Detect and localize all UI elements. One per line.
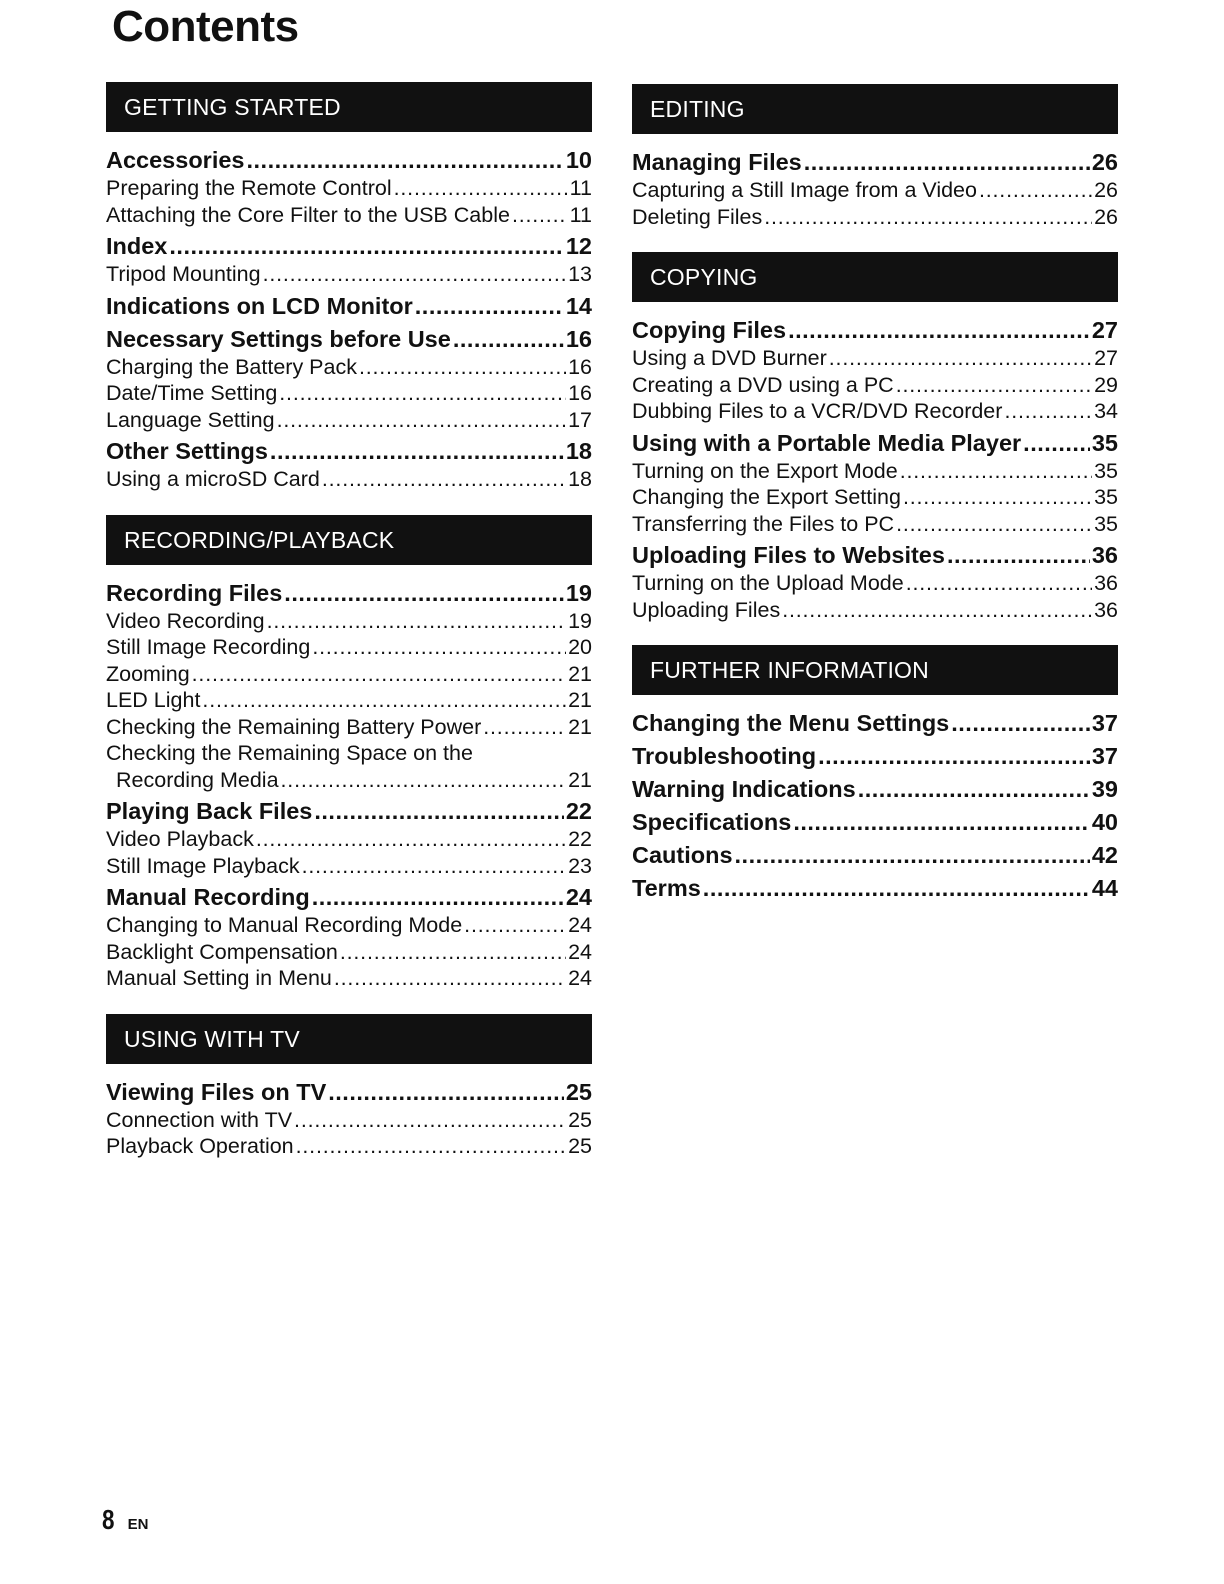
toc-entry-label: Changing the Export Setting — [632, 485, 901, 509]
toc-heading-playing-back-files[interactable] — [106, 797, 592, 826]
toc-page-number: 23 — [568, 853, 592, 878]
dot-leader — [294, 1107, 566, 1134]
dot-leader — [900, 458, 1092, 485]
toc-entry-video-recording[interactable] — [106, 608, 592, 635]
toc-entry-turning-on-the-export-mode[interactable] — [632, 458, 1118, 485]
toc-heading-using-with-a-portable-media-player[interactable] — [632, 429, 1118, 458]
dot-leader — [464, 912, 566, 939]
toc-entry-connection-with-tv[interactable] — [106, 1107, 592, 1134]
dot-leader — [906, 570, 1092, 597]
dot-leader — [296, 1133, 566, 1160]
toc-entry-label: Viewing Files on TV — [106, 1078, 327, 1105]
toc-heading-indications-on-lcd-monitor[interactable] — [106, 292, 592, 321]
toc-entry-label: Manual Setting in Menu — [106, 966, 332, 990]
toc-page-number: 12 — [565, 233, 592, 259]
toc-entry-label: Changing the Menu Settings — [632, 710, 950, 736]
toc-page-number: 18 — [568, 467, 592, 491]
dot-leader — [328, 1078, 564, 1107]
toc-entry-deleting-files[interactable] — [632, 204, 1118, 231]
toc-entry-label: Connection with TV — [106, 1107, 293, 1132]
toc-heading-other-settings[interactable] — [106, 437, 592, 466]
page-title: Contents — [112, 2, 299, 51]
toc-page-number: 27 — [1094, 346, 1118, 370]
dot-leader — [735, 841, 1090, 870]
right-column — [632, 84, 1118, 925]
toc-page-number: 35 — [1094, 511, 1118, 536]
left-column — [106, 82, 592, 1182]
toc-heading-accessories[interactable] — [106, 146, 592, 175]
dot-leader — [202, 687, 566, 714]
toc-entry-label: Recording Media — [116, 767, 279, 792]
dot-leader — [804, 148, 1090, 177]
section-recording-playback — [106, 515, 592, 992]
dot-leader — [267, 608, 567, 635]
dot-leader — [281, 767, 567, 794]
toc-entry-label: Manual Recording — [106, 884, 310, 910]
toc-page-number: 17 — [568, 407, 592, 432]
toc-entry-label: Indications on LCD Monitor — [106, 292, 413, 319]
toc-page-number: 24 — [568, 966, 592, 990]
toc-entry-led-light[interactable] — [106, 687, 592, 714]
toc-entry-label: Attaching the Core Filter to the USB Cable — [106, 202, 510, 227]
toc-entry-label: Still Image Recording — [106, 635, 311, 659]
toc-page-number: 29 — [1094, 372, 1118, 397]
toc-page-number: 36 — [1091, 542, 1118, 568]
toc-entry-capturing-a-still-image-from-a-video[interactable] — [632, 177, 1118, 204]
toc-page-number: 34 — [1094, 399, 1118, 423]
toc-entry-uploading-files[interactable] — [632, 597, 1118, 624]
dot-leader — [951, 709, 1090, 738]
toc-page-number: 22 — [568, 827, 592, 851]
toc-entry-checking-the-remaining-space-on-the[interactable]: Checking the Remaining Space on the — [106, 741, 473, 765]
toc-heading-warning-indications[interactable] — [632, 775, 1118, 804]
toc-entry-label: Video Playback — [106, 827, 254, 851]
toc-heading-index[interactable] — [106, 232, 592, 261]
toc-entry-still-image-recording[interactable] — [106, 634, 592, 661]
dot-leader — [263, 261, 567, 288]
toc-page-number: 13 — [568, 262, 592, 286]
dot-leader — [818, 742, 1090, 771]
toc-entry-zooming[interactable] — [106, 661, 592, 688]
section-header: RECORDING/PLAYBACK — [106, 515, 592, 565]
toc-page-number: 36 — [1094, 571, 1118, 595]
toc-page-number: 26 — [1094, 204, 1118, 229]
toc-heading-managing-files[interactable] — [632, 148, 1118, 177]
toc-page-number: 14 — [565, 292, 592, 319]
toc-entry-label: Capturing a Still Image from a Video — [632, 178, 977, 202]
dot-leader — [764, 204, 1092, 231]
toc-entry-playback-operation[interactable] — [106, 1133, 592, 1160]
toc-entry-label: Troubleshooting — [632, 743, 817, 769]
dot-leader — [782, 597, 1092, 624]
toc-page-number: 44 — [1091, 875, 1118, 901]
toc-entry-label: Turning on the Export Mode — [632, 458, 898, 483]
toc-page-number: 40 — [1091, 809, 1118, 835]
toc-entry-language-setting[interactable] — [106, 407, 592, 434]
dot-leader — [247, 146, 564, 175]
toc-entry-label: Playing Back Files — [106, 798, 313, 824]
toc-page-number: 16 — [568, 354, 592, 379]
dot-leader — [896, 372, 1092, 399]
toc-page-number: 37 — [1091, 743, 1118, 769]
dot-leader — [312, 634, 566, 661]
toc-entry-label: Preparing the Remote Control — [106, 176, 392, 200]
toc-page-number: 27 — [1091, 317, 1118, 343]
toc-page-number: 35 — [1094, 485, 1118, 509]
toc-entry-using-a-dvd-burner[interactable] — [632, 345, 1118, 372]
dot-leader — [270, 437, 564, 466]
dot-leader — [340, 939, 566, 966]
dot-leader — [1004, 398, 1092, 425]
toc-page-number: 25 — [568, 1134, 592, 1158]
dot-leader — [788, 316, 1090, 345]
toc-page-number: 21 — [568, 661, 592, 686]
toc-entry-label: Using a microSD Card — [106, 467, 320, 491]
toc-entry-label: Accessories — [106, 147, 245, 173]
toc-page-number: 19 — [568, 608, 592, 633]
toc-page-number: 16 — [565, 325, 592, 352]
section-header: EDITING — [632, 84, 1118, 134]
toc-entry-backlight-compensation[interactable] — [106, 939, 592, 966]
toc-entry-label: Turning on the Upload Mode — [632, 571, 904, 595]
toc-entry-label: Using a DVD Burner — [632, 346, 827, 370]
dot-leader — [284, 579, 564, 608]
dot-leader — [453, 325, 564, 354]
toc-entry-label: Playback Operation — [106, 1134, 294, 1158]
toc-page-number: 26 — [1091, 149, 1118, 175]
toc-entry-label: Language Setting — [106, 407, 275, 432]
toc-entry-dubbing-files-to-a-vcr-dvd-recorder[interactable] — [632, 398, 1118, 425]
toc-entry-label: Necessary Settings before Use — [106, 325, 451, 352]
dot-leader — [256, 826, 566, 853]
toc-entry-label: Checking the Remaining Battery Power — [106, 714, 482, 739]
toc-entry-attaching-the-core-filter-to-the-usb-cable[interactable] — [106, 202, 592, 229]
dot-leader — [322, 466, 566, 493]
toc-entry-changing-the-export-setting[interactable] — [632, 484, 1118, 511]
section-further-information — [632, 645, 1118, 903]
section-header: GETTING STARTED — [106, 82, 592, 132]
toc-entry-creating-a-dvd-using-a-pc[interactable] — [632, 372, 1118, 399]
dot-leader — [903, 484, 1092, 511]
toc-heading-viewing-files-on-tv[interactable] — [106, 1078, 592, 1107]
toc-page-number: 35 — [1094, 458, 1118, 483]
toc-heading-troubleshooting[interactable] — [632, 742, 1118, 771]
toc-page-number: 10 — [565, 147, 592, 173]
toc-entry-label: Using with a Portable Media Player — [632, 429, 1022, 456]
toc-heading-terms[interactable] — [632, 874, 1118, 903]
dot-leader — [979, 177, 1092, 204]
dot-leader — [512, 202, 568, 229]
toc-page-number: 42 — [1091, 842, 1118, 868]
toc-entry-video-playback[interactable] — [106, 826, 592, 853]
dot-leader — [169, 232, 563, 261]
toc-entry-tripod-mounting[interactable] — [106, 261, 592, 288]
toc-page-number: 16 — [568, 381, 592, 405]
toc-page-number: 21 — [568, 767, 592, 792]
toc-entry-turning-on-the-upload-mode[interactable] — [632, 570, 1118, 597]
toc-page-number: 24 — [568, 939, 592, 964]
section-using-with-tv — [106, 1014, 592, 1160]
toc-entry-recording-media[interactable] — [106, 767, 592, 794]
toc-page-number: 19 — [565, 579, 592, 606]
page-number: 8 — [102, 1504, 115, 1535]
toc-entry-label: Copying Files — [632, 317, 787, 343]
toc-page-number: 11 — [569, 176, 592, 200]
toc-entry-using-a-microsd-card[interactable] — [106, 466, 592, 493]
toc-page-number: 25 — [568, 1107, 592, 1132]
toc-entry-label: Date/Time Setting — [106, 381, 278, 405]
toc-entry-charging-the-battery-pack[interactable] — [106, 354, 592, 381]
toc-entry-changing-to-manual-recording-mode[interactable] — [106, 912, 592, 939]
section-header: COPYING — [632, 252, 1118, 302]
toc-entry-label: Tripod Mounting — [106, 262, 261, 286]
toc-entry-label: Video Recording — [106, 608, 265, 633]
toc-entry-label: Changing to Manual Recording Mode — [106, 913, 463, 937]
section-copying — [632, 252, 1118, 623]
toc-page-number: 26 — [1094, 178, 1118, 202]
toc-heading-cautions[interactable] — [632, 841, 1118, 870]
dot-leader — [415, 292, 564, 321]
toc-page-number: 35 — [1091, 429, 1118, 456]
dot-leader — [394, 175, 568, 202]
toc-page-number: 39 — [1091, 776, 1118, 802]
section-header: USING WITH TV — [106, 1014, 592, 1064]
dot-leader — [314, 797, 563, 826]
dot-leader — [312, 883, 564, 912]
toc-page-number: 37 — [1091, 710, 1118, 736]
dot-leader — [277, 407, 567, 434]
section-header: FURTHER INFORMATION — [632, 645, 1118, 695]
toc-heading-recording-files[interactable] — [106, 579, 592, 608]
toc-entry-label: Recording Files — [106, 579, 283, 606]
toc-heading-specifications[interactable] — [632, 808, 1118, 837]
toc-entry-label: LED Light — [106, 688, 201, 712]
dot-leader — [1023, 429, 1090, 458]
dot-leader — [829, 345, 1092, 372]
toc-entry-label: Still Image Playback — [106, 853, 300, 878]
dot-leader — [793, 808, 1090, 837]
dot-leader — [947, 541, 1090, 570]
toc-heading-uploading-files-to-websites[interactable] — [632, 541, 1118, 570]
toc-entry-label: Zooming — [106, 661, 190, 686]
toc-entry-label: Other Settings — [106, 438, 268, 464]
toc-entry-label: Creating a DVD using a PC — [632, 372, 894, 397]
toc-page-number: 24 — [568, 913, 592, 937]
toc-entry-manual-setting-in-menu[interactable] — [106, 965, 592, 992]
toc-entry-label: Managing Files — [632, 149, 802, 175]
toc-page-number: 21 — [568, 714, 592, 739]
toc-entry-label: Uploading Files to Websites — [632, 542, 945, 568]
toc-heading-changing-the-menu-settings[interactable] — [632, 709, 1118, 738]
page-language: EN — [127, 1516, 149, 1533]
toc-page-number: 11 — [569, 202, 592, 227]
toc-entry-label: Deleting Files — [632, 204, 763, 229]
toc-page-number: 21 — [568, 688, 592, 712]
toc-entry-label: Backlight Compensation — [106, 939, 338, 964]
toc-heading-manual-recording[interactable] — [106, 883, 592, 912]
toc-entry-checking-the-remaining-battery-power[interactable] — [106, 714, 592, 741]
dot-leader — [483, 714, 566, 741]
toc-entry-label: Index — [106, 233, 168, 259]
dot-leader — [359, 354, 566, 381]
section-editing — [632, 84, 1118, 230]
dot-leader — [334, 965, 566, 992]
toc-heading-copying-files[interactable] — [632, 316, 1118, 345]
section-getting-started — [106, 82, 592, 493]
toc-page-number: 25 — [565, 1078, 592, 1105]
toc-entry-still-image-playback[interactable] — [106, 853, 592, 880]
toc-entry-label: Terms — [632, 875, 701, 901]
toc-page-number: 22 — [565, 798, 592, 824]
toc-entry-label: Uploading Files — [632, 597, 781, 622]
toc-entry-transferring-the-files-to-pc[interactable] — [632, 511, 1118, 538]
page-footer — [102, 1504, 148, 1536]
toc-entry-label: Transferring the Files to PC — [632, 511, 895, 536]
toc-entry-date-time-setting[interactable] — [106, 380, 592, 407]
toc-entry-label: Warning Indications — [632, 776, 856, 802]
toc-page-number: 20 — [568, 635, 592, 659]
dot-leader — [858, 775, 1090, 804]
toc-page-number: 36 — [1094, 597, 1118, 622]
toc-entry-label: Specifications — [632, 809, 792, 835]
toc-heading-necessary-settings-before-use[interactable] — [106, 325, 592, 354]
toc-entry-label: Charging the Battery Pack — [106, 354, 357, 379]
toc-entry-label: Dubbing Files to a VCR/DVD Recorder — [632, 399, 1003, 423]
dot-leader — [279, 380, 566, 407]
toc-page-number: 18 — [565, 438, 592, 464]
dot-leader — [192, 661, 566, 688]
dot-leader — [302, 853, 566, 880]
toc-entry-label: Cautions — [632, 842, 733, 868]
dot-leader — [703, 874, 1090, 903]
dot-leader — [896, 511, 1092, 538]
toc-page-number: 24 — [565, 884, 592, 910]
toc-entry-preparing-the-remote-control[interactable] — [106, 175, 592, 202]
